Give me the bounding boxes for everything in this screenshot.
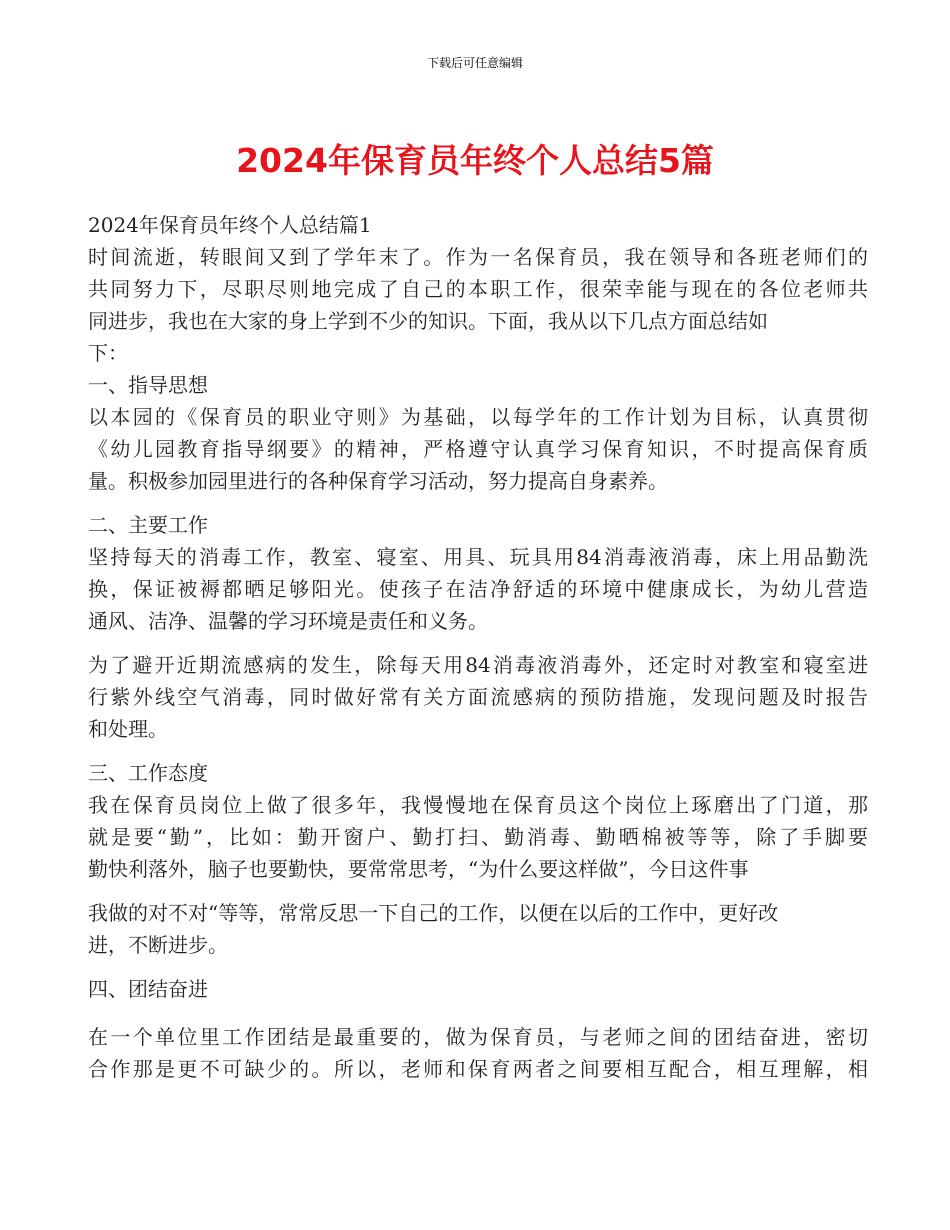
paragraph-line: 共同努力下，尽职尽则地完成了自己的本职工作，很荣幸能与现在的各位老师共 <box>88 277 868 301</box>
section-heading: 2024年保育员年终个人总结篇1 <box>88 213 372 237</box>
paragraph-line: 我在保育员岗位上做了很多年，我慢慢地在保育员这个岗位上琢磨出了门道，那 <box>88 793 868 817</box>
document-body <box>88 209 868 1085</box>
paragraph-gap <box>88 961 868 973</box>
section-heading: 三、工作态度 <box>88 761 208 785</box>
section-heading: 四、团结奋进 <box>88 977 208 1001</box>
paragraph-line: 《幼儿园教育指导纲要》的精神，严格遵守认真学习保育知识，不时提高保育质 <box>88 437 868 461</box>
section-heading: 一、指导思想 <box>88 373 208 397</box>
paragraph-line: 以本园的《保育员的职业守则》为基础，以每学年的工作计划为目标，认真贯彻 <box>88 405 868 429</box>
paragraph-line: 进，不断进步。 <box>88 933 228 957</box>
paragraph-line: 为了避开近期流感病的发生，除每天用84消毒液消毒外，还定时对教室和寝室进 <box>88 653 868 677</box>
paragraph-line: 就是要“勤”，比如：勤开窗户、勤打扫、勤消毒、勤晒棉被等等，除了手脚要 <box>88 825 868 849</box>
paragraph-line: 通风、洁净、温馨的学习环境是责任和义务。 <box>88 609 488 633</box>
paragraph-line: 和处理。 <box>88 717 168 741</box>
paragraph-line: 我做的对不对“等等，常常反思一下自己的工作，以便在以后的工作中，更好改 <box>88 901 779 925</box>
paragraph-gap <box>88 745 868 757</box>
paragraph-line: 时间流逝，转眼间又到了学年末了。作为一名保育员，我在领导和各班老师们的 <box>88 245 868 269</box>
paragraph-gap <box>88 497 868 509</box>
paragraph-line: 合作那是更不可缺少的。所以，老师和保育两者之间要相互配合，相互理解，相 <box>88 1057 868 1081</box>
paragraph-gap <box>88 637 868 649</box>
paragraph-line: 同进步，我也在大家的身上学到不少的知识。下面，我从以下几点方面总结如 <box>88 309 768 333</box>
paragraph-line: 坚持每天的消毒工作，教室、寝室、用具、玩具用84消毒液消毒，床上用品勤洗 <box>88 545 868 569</box>
paragraph-line: 在一个单位里工作团结是最重要的，做为保育员，与老师之间的团结奋进，密切 <box>88 1025 868 1049</box>
paragraph-gap <box>88 885 868 897</box>
paragraph-line: 行紫外线空气消毒，同时做好常有关方面流感病的预防措施，发现问题及时报告 <box>88 685 868 709</box>
document-title: 2024年保育员年终个人总结5篇 <box>236 141 714 180</box>
paragraph-gap <box>88 1005 868 1021</box>
paragraph-line: 下： <box>88 341 128 365</box>
header-note: 下载后可任意编辑 <box>426 56 523 70</box>
paragraph-line: 量。积极参加园里进行的各种保育学习活动，努力提高自身素养。 <box>88 469 668 493</box>
paragraph-line: 换，保证被褥都晒足够阳光。使孩子在洁净舒适的环境中健康成长，为幼儿营造 <box>88 577 868 601</box>
section-heading: 二、主要工作 <box>88 513 208 537</box>
paragraph-line: 勤快利落外，脑子也要勤快，要常常思考，“为什么要这样做”，今日这件事 <box>88 857 749 881</box>
